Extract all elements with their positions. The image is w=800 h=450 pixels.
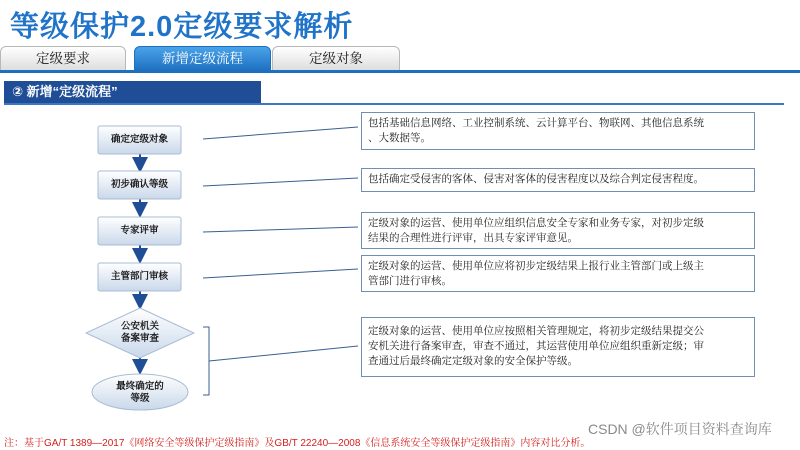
connector-line	[209, 346, 358, 361]
connector-line	[203, 127, 358, 139]
node-label	[100, 321, 180, 345]
description-box	[361, 168, 755, 192]
description-line: 安机关进行备案审查，审查不通过，其运营使用单位应组织重新定级；审	[368, 340, 704, 352]
connector-line	[203, 269, 358, 278]
node-label-line: 等级	[130, 393, 150, 404]
node-label: 主管部门审核	[110, 271, 168, 282]
node-label-line: 最终确定的	[116, 381, 164, 392]
tab-grading-requirements[interactable]: 定级要求	[0, 46, 126, 72]
description-line: 包括基础信息网络、工业控制系统、云计算平台、物联网、其他信息系统	[368, 117, 704, 129]
node-label: 确定定级对象	[110, 134, 168, 145]
section-header: ② 新增“定级流程”	[4, 81, 261, 103]
tab-grading-object[interactable]: 定级对象	[272, 46, 400, 72]
node-label-line: 备案审查	[120, 333, 159, 344]
connector-line	[203, 178, 358, 186]
node-label-line: 公安机关	[120, 321, 159, 332]
footnote: 注：基于GA/T 1389—2017《网络安全等级保护定级指南》及GB/T 22240—2008《信息系统安全等级保护定级指南》内容对比分析。	[4, 438, 591, 449]
watermark: CSDN @软件项目资料查询库	[588, 421, 772, 437]
description-line: 管部门进行审核。	[368, 275, 452, 287]
connector-line	[203, 227, 358, 232]
tab-new-grading-process[interactable]: 新增定级流程	[134, 46, 271, 72]
node-label	[100, 381, 180, 405]
description-line: 定级对象的运营、使用单位应按照相关管理规定，将初步定级结果提交公	[368, 325, 704, 337]
description-box	[361, 317, 755, 377]
description-line: 定级对象的运营、使用单位应组织信息安全专家和业务专家，对初步定级	[368, 217, 704, 229]
description-line: 、大数据等。	[368, 132, 431, 144]
bracket-line	[203, 327, 209, 395]
node-label: 初步确认等级	[110, 179, 168, 190]
description-line: 结果的合理性进行评审，出具专家评审意见。	[368, 232, 578, 244]
node-label: 专家评审	[120, 225, 159, 236]
description-line: 查通过后最终确定定级对象的安全保护等级。	[368, 355, 578, 367]
description-box	[361, 255, 755, 292]
description-line: 定级对象的运营、使用单位应将初步定级结果上报行业主管部门或上级主	[368, 260, 704, 272]
description-line: 包括确定受侵害的客体、侵害对客体的侵害程度以及综合判定侵害程度。	[368, 173, 704, 185]
page-title: 等级保护2.0定级要求解析	[10, 11, 354, 43]
description-box	[361, 212, 755, 249]
description-box	[361, 112, 755, 150]
